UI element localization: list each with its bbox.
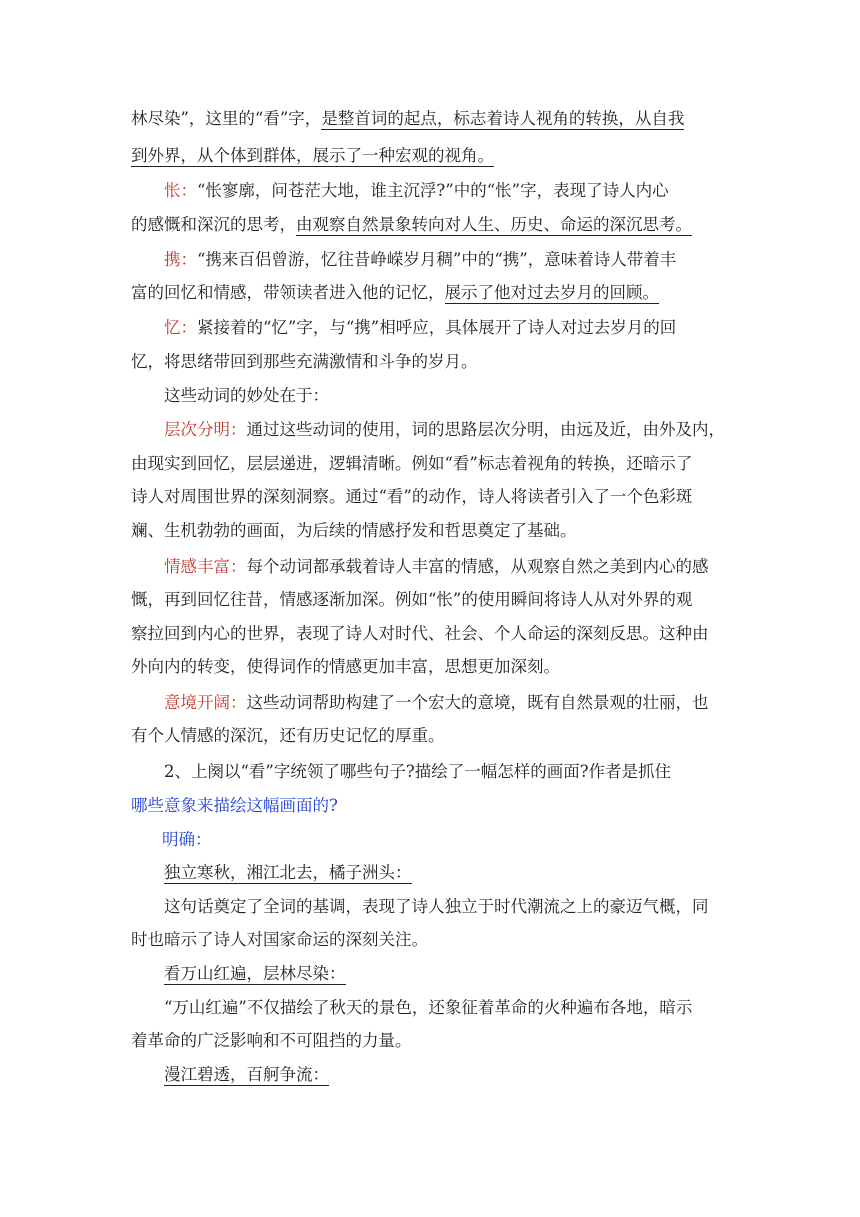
yijing-line-2: 有个人情感的深沉，还有历史记忆的厚重。 — [131, 726, 445, 745]
yi-line-2: 忆，将思绪带回到那些充满激情和斗争的岁月。 — [131, 352, 478, 371]
xie-line-2: 富的回忆和情感，带领读者进入他的记忆，展示了他对过去岁月的回顾。 — [131, 283, 659, 302]
xie-label: 携： — [164, 250, 197, 269]
question-2-line-2: 哪些意象来描绘这幅画面的? — [131, 796, 338, 815]
cengci-label: 层次分明： — [164, 420, 247, 439]
chang-line-2: 的感慨和深沉的思考，由观察自然景象转向对人生、历史、命运的深沉思考。 — [131, 215, 692, 234]
yi-label: 忆： — [164, 318, 197, 337]
para-intro-line-2: 到外界，从个体到群体，展示了一种宏观的视角。 — [131, 146, 494, 165]
chang-label: 怅： — [164, 181, 197, 200]
yi-line-1: 忆：紧接着的“忆”字，与“携”相呼应，具体展开了诗人对过去岁月的回 — [164, 318, 677, 337]
cengci-line-3: 诗人对周围世界的深刻洞察。通过“看”的动作，诗人将读者引入了一个色彩斑 — [131, 487, 693, 506]
qinggan-line-2: 慨，再到回忆往昔，情感逐渐加深。例如“怅”的使用瞬间将诗人从对外界的观 — [131, 590, 693, 609]
s1-line-2: 时也暗示了诗人对国家命运的深刻关注。 — [131, 930, 428, 949]
para-intro-line-1: 林尽染”，这里的“看”字，是整首词的起点，标志着诗人视角的转换，从自我 — [131, 109, 685, 128]
chang-line-1: 怅：“怅寥廓，问苍茫大地，谁主沉浮?”中的“怅”字，表现了诗人内心 — [164, 181, 669, 200]
s2-line-1: “万山红遍”不仅描绘了秋天的景色，还象征着革命的火种遍布各地，暗示 — [164, 998, 693, 1017]
qinggan-label: 情感丰富： — [164, 557, 247, 576]
cengci-line-1: 层次分明：通过这些动词的使用，词的思路层次分明，由远及近，由外及内， — [164, 420, 725, 439]
s2-line-2: 着革命的广泛影响和不可阻挡的力量。 — [131, 1031, 412, 1050]
cengci-line-4: 斓、生机勃勃的画面，为后续的情感抒发和哲思奠定了基础。 — [131, 521, 577, 540]
s2-heading: 看万山红遍，层林尽染： — [164, 964, 346, 983]
qinggan-line-1: 情感丰富：每个动词都承载着诗人丰富的情感，从观察自然之美到内心的感 — [164, 557, 709, 576]
yijing-label: 意境开阔： — [164, 693, 247, 712]
mingque-label: 明确： — [162, 830, 212, 849]
yijing-line-1: 意境开阔：这些动词帮助构建了一个宏大的意境，既有自然景观的壮丽，也 — [164, 693, 709, 712]
qinggan-line-4: 外向内的转变，使得词作的情感更加丰富，思想更加深刻。 — [131, 657, 560, 676]
cengci-line-2: 由现实到回忆，层层递进，逻辑清晰。例如“看”标志着视角的转换，还暗示了 — [131, 454, 693, 473]
xie-line-1: 携：“携来百侣曾游，忆往昔峥嵘岁月稠”中的“携”，意味着诗人带着丰 — [164, 250, 677, 269]
intro-line: 这些动词的妙处在于： — [164, 386, 329, 405]
s1-line-1: 这句话奠定了全词的基调，表现了诗人独立于时代潮流之上的豪迈气概，同 — [164, 897, 709, 916]
question-2-line-1: 2、上阕以“看”字统领了哪些句子?描绘了一幅怎样的画面?作者是抓住 — [164, 762, 672, 781]
s1-heading: 独立寒秋，湘江北去，橘子洲头： — [164, 863, 412, 882]
qinggan-line-3: 察拉回到内心的世界，表现了诗人对时代、社会、个人命运的深刻反思。这种由 — [131, 624, 709, 643]
s3-heading: 漫江碧透，百舸争流： — [164, 1065, 329, 1084]
